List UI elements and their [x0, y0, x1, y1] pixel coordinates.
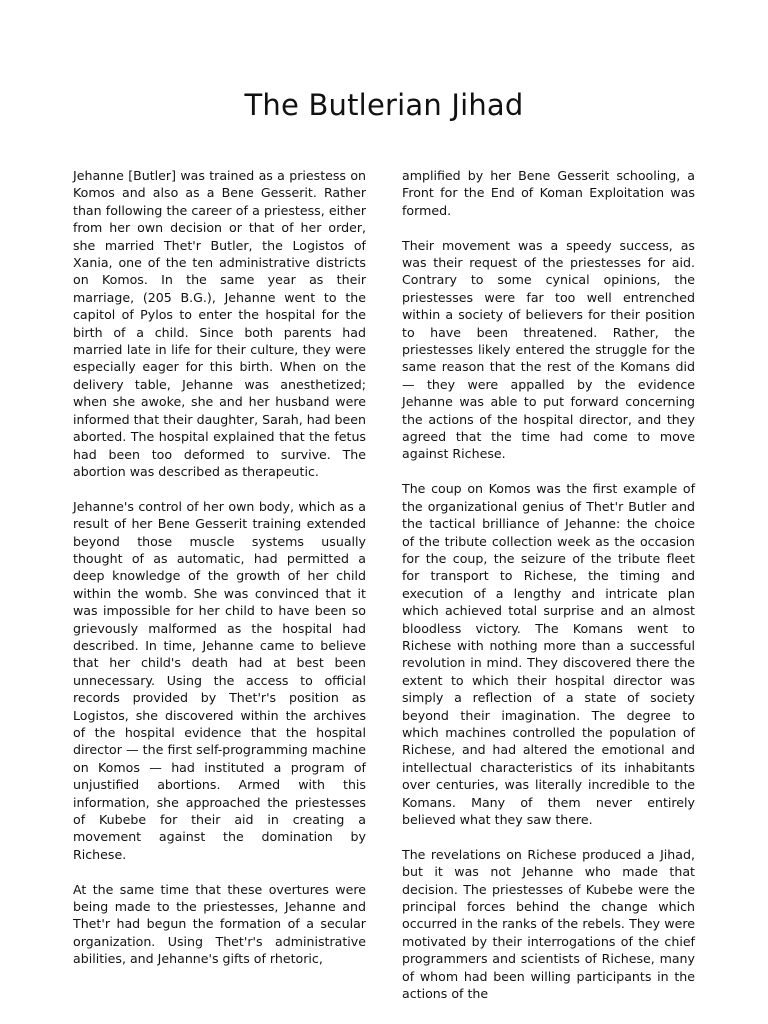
page-title: The Butlerian Jihad [244, 88, 524, 122]
paragraph: amplified by her Bene Gesserit schooling, a Front for the End of Koman Exploitation was formed. [402, 168, 695, 218]
paragraph: Jehanne [Butler] was trained as a priestess on Komos and also as a Bene Gesserit. Rather than following the career of a priestess, either from her own decision or that of her order, she married Thet'r Butler, the Logistos of Xania, one of the ten administrative districts on Komos. In the same year as their marriage, (205 B.G.), Jehanne went to the capitol of Pylos to enter the hospital for the birth of a child. Since both parents had married late in life for their culture, they were especially eager for this birth. When on the delivery table, Jehanne was anesthetized; when she awoke, she and her husband were informed that their daughter, Sarah, had been aborted. The hospital explained that the fetus had been too deformed to survive. The abortion was described as therapeutic. [73, 168, 366, 479]
paragraph: The revelations on Richese produced a Jihad, but it was not Jehanne who made that decision. The priestesses of Kubebe were the principal forces behind the change which occurred in the ranks of the rebels. They were motivated by their interrogations of the chief programmers and scientists of Richese, many of whom had been willing participants in the actions of the [402, 846, 695, 1002]
paragraph: The coup on Komos was the first example of the organizational genius of Thet'r Butler and the tactical brilliance of Jehanne: the choice of the tribute collection week as the occasion for the coup, the seizure of the tribute fleet for transport to Richese, the timing and execution of a lengthy and intricate plan which achieved total surprise and an almost bloodless victory. The Komans went to Richese with nothing more than a successful revolution in mind. They discovered there the extent to which their hospital director was simply a reflection of a state of society beyond their imagination. The degree to which machines controlled the population of Richese, and had altered the emotional and intellectual characteristics of its inhabitants over centuries, was literally incredible to the Komans. Many of them never entirely believed what they saw there. [402, 481, 695, 827]
paragraph: At the same time that these overtures were being made to the priestesses, Jehanne and Thet'r had begun the formation of a secular organization. Using Thet'r's administrative abilities, and Jehanne's gifts of rhetoric, [73, 881, 366, 967]
paragraph: Jehanne's control of her own body, which as a result of her Bene Gesserit training extended beyond those muscle systems usually thought of as automatic, had permitted a deep knowledge of the growth of her child within the womb. She was convinced that it was impossible for her child to have been so grievously malformed as the hospital had described. In time, Jehanne came to believe that her child's death had at best been unnecessary. Using the access to official records provided by Thet'r's position as Logistos, she discovered within the archives of the hospital evidence that the hospital director — the first self-programming machine on Komos — had instituted a program of unjustified abortions. Armed with this information, she approached the priestesses of Kubebe for their aid in creating a movement against the domination by Richese. [73, 498, 366, 862]
left-column [73, 167, 366, 967]
paragraph: Their movement was a speedy success, as was their request of the priestesses for aid. Contrary to some cynical opinions, the priestesses were far too well entrenched within a society of believers for their position to have been threatened. Rather, the priestesses likely entered the struggle for the same reason that the rest of the Komans did — they were appalled by the evidence Jehanne was able to put forward concerning the actions of the hospital director, and they agreed that the time had come to move against Richese. [402, 237, 695, 462]
right-column [402, 167, 695, 1002]
